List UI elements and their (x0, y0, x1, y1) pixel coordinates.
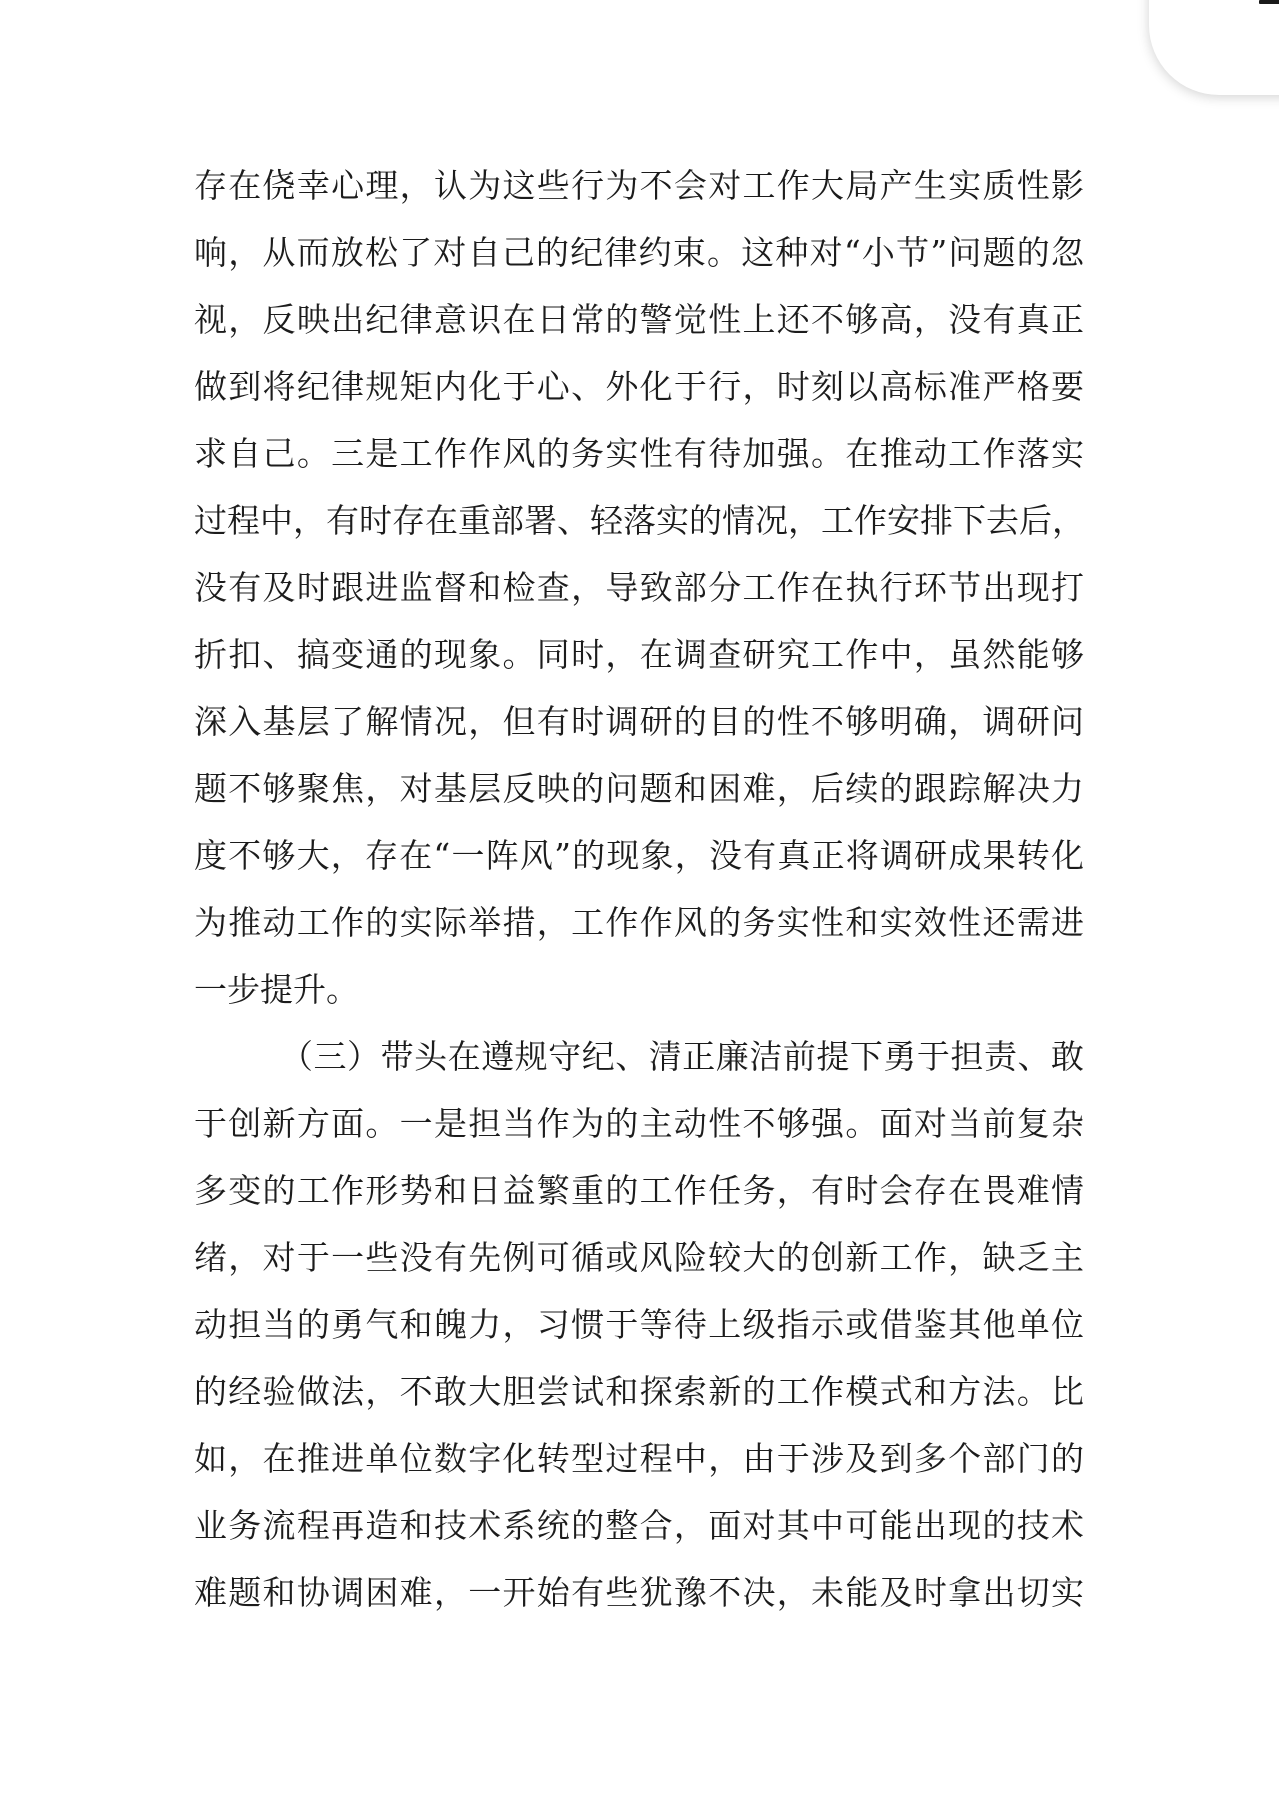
menu-corner-tab (1149, 0, 1279, 95)
text-line: 视，反映出纪律意识在日常的警觉性上还不够高，没有真正 (194, 300, 1084, 339)
text-line: 于创新方面。一是担当作为的主动性不够强。面对当前复杂 (194, 1104, 1084, 1143)
text-line: 难题和协调困难，一开始有些犹豫不决，未能及时拿出切实 (194, 1573, 1084, 1612)
text-line: 过程中，有时存在重部署、轻落实的情况，工作安排下去后， (194, 501, 1085, 540)
text-line: 做到将纪律规矩内化于心、外化于行，时刻以高标准严格要 (194, 367, 1084, 406)
section-heading-line: （三）带头在遵规守纪、清正廉洁前提下勇于担责、敢 (280, 1037, 1084, 1076)
text-line: 没有及时跟进监督和检查，导致部分工作在执行环节出现打 (194, 568, 1084, 607)
menu-bar (1259, 0, 1279, 4)
text-line: 业务流程再造和技术系统的整合，面对其中可能出现的技术 (194, 1506, 1084, 1545)
text-line: 为推动工作的实际举措，工作作风的务实性和实效性还需进 (194, 903, 1084, 942)
text-line: 折扣、搞变通的现象。同时，在调查研究工作中，虽然能够 (194, 635, 1084, 674)
text-line: 求自己。三是工作作风的务实性有待加强。在推动工作落实 (194, 434, 1084, 473)
text-line: 存在侥幸心理，认为这些行为不会对工作大局产生实质性影 (194, 166, 1084, 205)
text-line: 题不够聚焦，对基层反映的问题和困难，后续的跟踪解决力 (194, 769, 1084, 808)
text-line: 度不够大，存在“一阵风”的现象，没有真正将调研成果转化 (194, 836, 1084, 875)
hamburger-menu-icon[interactable] (1255, 0, 1279, 10)
text-line: 一步提升。 (194, 970, 359, 1009)
text-line: 深入基层了解情况，但有时调研的目的性不够明确，调研问 (194, 702, 1084, 741)
text-line: 动担当的勇气和魄力，习惯于等待上级指示或借鉴其他单位 (194, 1305, 1084, 1344)
text-line: 响，从而放松了对自己的纪律约束。这种对“小节”问题的忽 (194, 233, 1084, 272)
text-line: 如，在推进单位数字化转型过程中，由于涉及到多个部门的 (194, 1439, 1084, 1478)
text-line: 的经验做法，不敢大胆尝试和探索新的工作模式和方法。比 (194, 1372, 1084, 1411)
text-line: 绪，对于一些没有先例可循或风险较大的创新工作，缺乏主 (194, 1238, 1084, 1277)
document-body (194, 152, 1094, 1626)
text-line: 多变的工作形势和日益繁重的工作任务，有时会存在畏难情 (194, 1171, 1084, 1210)
